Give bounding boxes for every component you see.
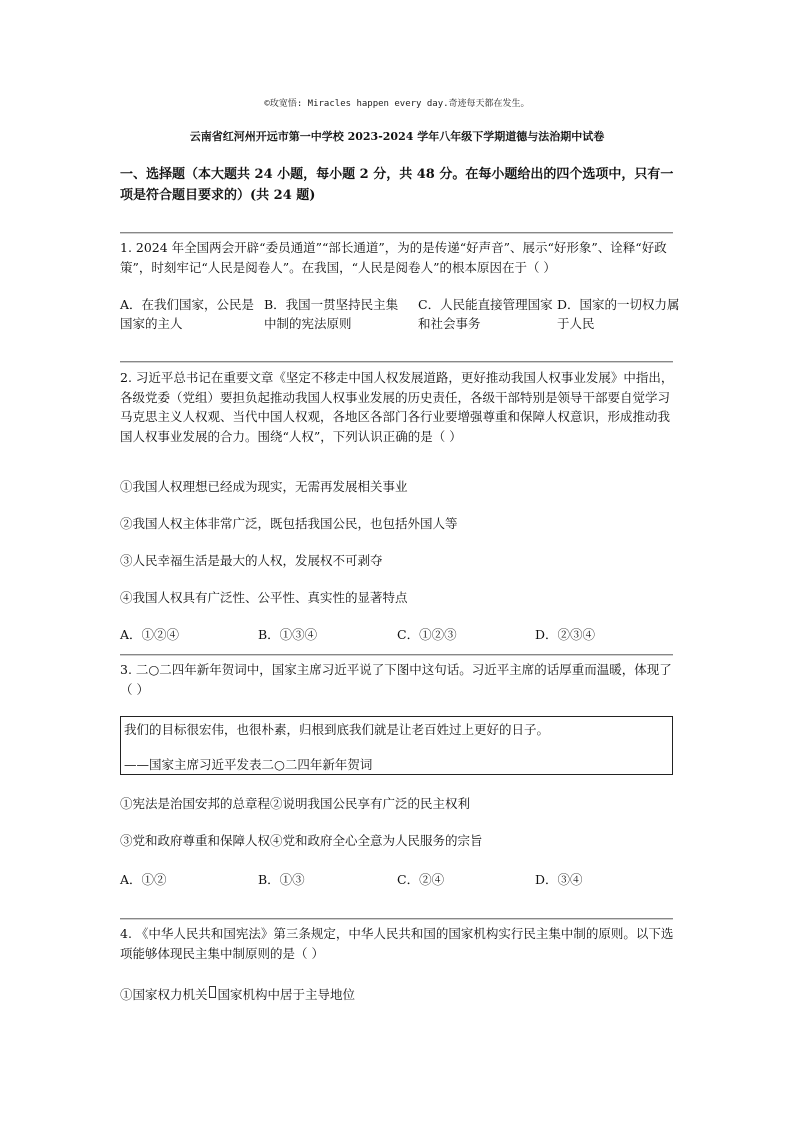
q1-stem: 1. 2024 年全国两会开辟“委员通道”“部长通道”，为的是传递“好声音”、展示“好形象”、诠释“好政策”，时刻牢记“人民是阅卷人”。在我国，“人民是阅卷人”的根本原因在于（ ） [120,240,667,275]
header-motto: ©玫宽悟: Miracles happen every day.奇迹每天都在发生。 [264,99,530,109]
q1-option-d[interactable]: D．国家的一切权力属于人民 [557,297,680,331]
q3-option-d[interactable]: D．③④ [535,872,583,887]
section-title: 一、选择题（本大题共 24 小题，每小题 2 分，共 48 分。在每小题给出的四个选项中，只有一项是符合题目要求的）(共 24 题) [120,167,674,203]
divider [120,232,673,233]
q3-option-c[interactable]: C．②④ [397,872,445,887]
q3-option-b[interactable]: B．①③ [258,872,305,887]
q2-stem: 2. 习近平总书记在重要文章《坚定不移走中国人权发展道路，更好推动我国人权事业发展》中指出，各级党委（党组）要担负起推动我国人权事业发展的历史责任，各级干部特别是领导干部要自觉学习马克思主义人权观、当代中国人权观，各地区各部门各行业要增强尊重和保障人权意识，形成推动我国人权事业发展的合力。围绕“人权”，下列认识正确的是（ ） [120,370,674,444]
q4-stem: 4. 《中华人民共和国宪法》第三条规定，中华人民共和国的国家机构实行民主集中制的原则。以下选项能够体现民主集中制原则的是（ ） [120,926,674,961]
q3-quote-box [120,716,673,775]
q2-option-a[interactable]: A．①②④ [120,627,180,642]
q1-option-c[interactable]: C．人民能直接管理国家和社会事务 [418,297,553,331]
missing-glyph-icon [209,986,216,998]
q2-option-c[interactable]: C．①②③ [397,627,457,642]
q4-statement-1 [120,985,680,1005]
divider [120,654,673,655]
q4-statement-1-part-a: ①国家权力机关 [120,987,208,1002]
q2-option-d[interactable]: D．②③④ [535,627,596,642]
q1-options [120,295,680,335]
divider [120,918,673,919]
q3-stem: 3. 二○二四年新年贺词中，国家主席习近平说了下图中这句话。习近平主席的话厚重而温暖，体现了（ ） [120,662,672,697]
exam-title: 云南省红河州开远市第一中学校 2023-2024 学年八年级下学期道德与法治期中试卷 [189,130,605,143]
q3-quote-source: ——国家主席习近平发表二○二四年新年贺词 [124,757,373,772]
q2-statement-3: ③人民幸福生活是最大的人权，发展权不可剥夺 [120,553,383,568]
q4-statement-1-part-b: 国家机构中居于主导地位 [217,987,356,1002]
q3-option-a[interactable]: A．①② [120,872,167,887]
q2-option-b[interactable]: B．①③④ [258,627,318,642]
q3-statement-2: ③党和政府尊重和保障人权④党和政府全心全意为人民服务的宗旨 [120,833,483,848]
q2-statement-4: ④我国人权具有广泛性、公平性、真实性的显著特点 [120,590,408,605]
q1-option-a[interactable]: A．在我们国家，公民是国家的主人 [120,297,255,331]
q1-option-b[interactable]: B．我国一贯坚持民主集中制的宪法原则 [264,297,399,331]
q3-quote: 我们的目标很宏伟，也很朴素，归根到底我们就是让老百姓过上更好的日子。 [124,722,550,737]
q2-statement-1: ①我国人权理想已经成为现实，无需再发展相关事业 [120,479,408,494]
q2-statement-2: ②我国人权主体非常广泛，既包括我国公民，也包括外国人等 [120,516,458,531]
divider [120,361,673,362]
q3-statement-1: ①宪法是治国安邦的总章程②说明我国公民享有广泛的民主权利 [120,796,471,811]
